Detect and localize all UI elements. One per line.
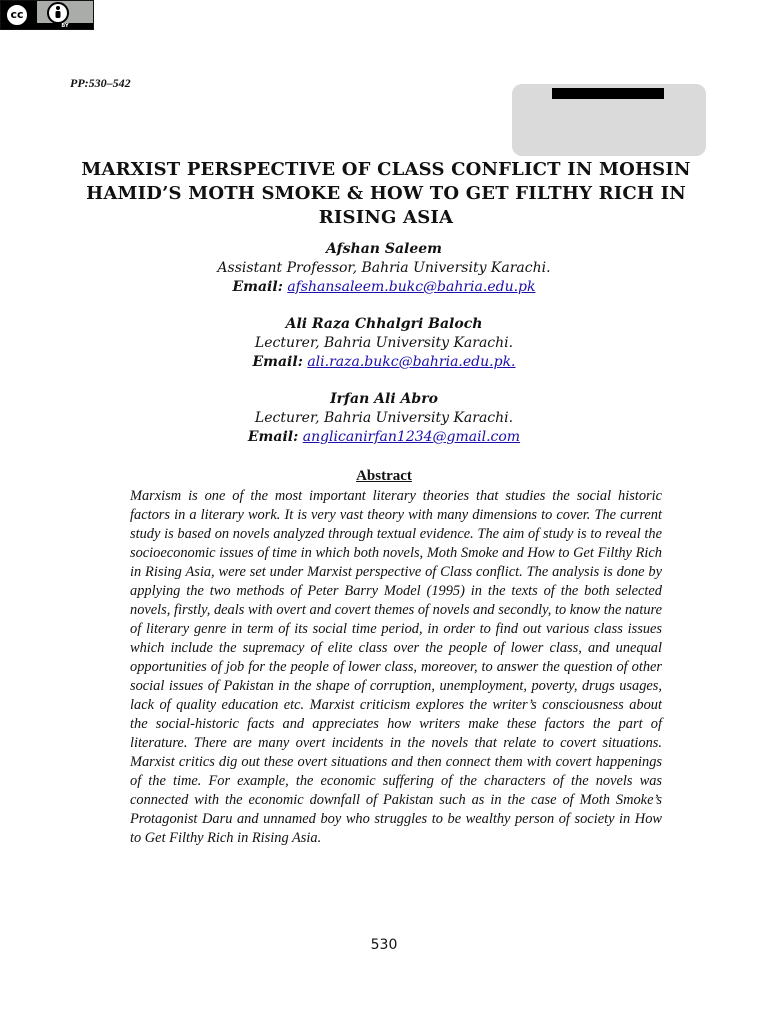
cc-icon: cc [5,3,29,27]
abstract-body: Marxism is one of the most important literary theories that studies the social historic factors in a literary work. It is very vast theory with many dimensions to cover. The current study is based on novels analyzed through textual evidence. The aim of study is to reveal the socioeconomic issues of time in which both novels, Moth Smoke and How to Get Filthy Rich in Rising Asia, were set under Marxist perspective of Class conflict. The analysis is done by applying the two methods of Peter Barry Model (1995) in the texts of the both selected novels, firstly, deals with overt and covert themes of novels and secondly, to know the nature of literary genre in term of its social time period, in order to find out various class issues which include the supremacy of elite class over the people of lower class, and unequal opportunities of job for the people of lower class, moreover, to answer the question of other social issues of Pakistan in the shape of corruption, unemployment, poverty, drugs usages, lack of quality education etc. Marxist criticism explores the writer’s consciousness about the social-historic facts and appreciates how writers make these factors the part of literature. There are many overt incidents in the novels that relate to covert situations. Marxist critics dig out these overt situations and then connect them with covert happenings of the time. For example, the economic suffering of the characters of the novels was connected with the economic downfall of Pakistan such as in the case of Moth Smoke’s Protagonist Daru and unnamed boy who struggles to be wealthy person of society in How to Get Filthy Rich in Rising Asia. [130,488,662,846]
cc-by-license-badge [0,0,94,30]
person-glyph [49,4,67,22]
author-affiliation: Assistant Professor, Bahria University Karachi. [217,260,551,276]
by-label: BY [37,23,93,29]
author-list [0,240,768,465]
author-name: Ali Raza Chhalgri Baloch [285,316,483,332]
author-block [0,390,768,447]
author-affiliation: Lecturer, Bahria University Karachi. [254,335,514,351]
author-email-link[interactable]: ali.raza.bukc@bahria.edu.pk. [307,354,516,370]
email-label: Email: [247,429,299,445]
author-email-link[interactable]: afshansaleem.bukc@bahria.edu.pk [287,279,536,295]
paper-title: MARXIST PERSPECTIVE OF CLASS CONFLICT IN MOHSIN HAMID’S MOTH SMOKE & HOW TO GET FILTHY RICH IN RISING ASIA [81,159,691,228]
author-block [0,240,768,297]
redaction-bar [552,88,664,99]
author-email-link[interactable]: anglicanirfan1234@gmail.com [302,429,521,445]
author-email-line [0,428,768,447]
abstract-heading: Abstract [356,468,412,484]
page-number: 530 [370,937,398,953]
person-icon [47,2,69,24]
email-label: Email: [232,279,283,295]
author-block [0,315,768,372]
email-label: Email: [252,354,303,370]
author-email-line [0,278,768,297]
author-name: Irfan Ali Abro [330,391,438,407]
author-name: Afshan Saleem [326,241,442,257]
page-range: PP:530–542 [70,76,131,90]
author-affiliation: Lecturer, Bahria University Karachi. [254,410,514,426]
author-email-line [0,353,768,372]
